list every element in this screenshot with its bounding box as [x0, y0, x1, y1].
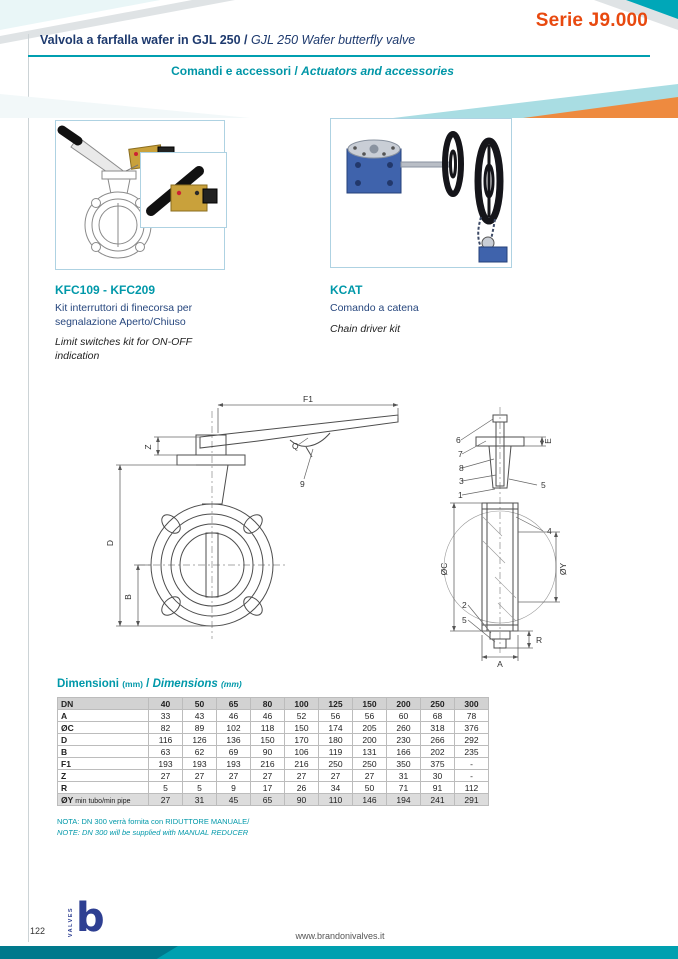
cell: 170 [285, 734, 319, 746]
cell: 71 [387, 782, 421, 794]
row-label: B [58, 746, 149, 758]
product-kfc-code: KFC109 - KFC209 [55, 283, 156, 297]
cell: 146 [353, 794, 387, 806]
table-row-Z [58, 770, 489, 782]
cell: 31 [387, 770, 421, 782]
table-row-A [58, 710, 489, 722]
part-label-q: Q [292, 441, 299, 451]
cell: 34 [319, 782, 353, 794]
part-label-5b: 5 [462, 615, 467, 625]
cell: 26 [285, 782, 319, 794]
cell: 318 [421, 722, 455, 734]
col-header-dn-80: 80 [251, 698, 285, 710]
dim-label-a: A [497, 659, 503, 669]
cell: 193 [149, 758, 183, 770]
col-header-dn-200: 200 [387, 698, 421, 710]
col-header-dn-250: 250 [421, 698, 455, 710]
deco-diagonal-band [0, 84, 678, 118]
section-subtitle [0, 64, 625, 78]
table-note [57, 816, 249, 839]
series-title: Serie J9.000 [535, 10, 648, 31]
cell: 102 [217, 722, 251, 734]
cell: 27 [149, 770, 183, 782]
cell: 33 [149, 710, 183, 722]
subtitle-italian: Comandi e accessori / [171, 64, 298, 78]
dim-label-d: D [105, 539, 115, 547]
dimensions-unit-it: (mm) [122, 679, 143, 689]
cell: 9 [217, 782, 251, 794]
left-margin-rule [28, 34, 29, 942]
cell: 46 [217, 710, 251, 722]
bottom-dark-teal-segment [0, 946, 178, 959]
cell: 235 [455, 746, 489, 758]
part-label-1: 1 [458, 490, 463, 500]
cell: 5 [183, 782, 217, 794]
dimensions-unit-en: (mm) [220, 679, 242, 689]
cell: 375 [421, 758, 455, 770]
table-row-R [58, 782, 489, 794]
cell: 216 [285, 758, 319, 770]
row-label: ØY min tubo/min pipe [58, 794, 149, 806]
cell: 193 [183, 758, 217, 770]
dimensions-title-it: Dimensioni [57, 678, 119, 690]
cell: 65 [251, 794, 285, 806]
cell: 27 [251, 770, 285, 782]
cell: 118 [251, 722, 285, 734]
chain-bracket-icon [479, 237, 507, 262]
table-row-ØC [58, 722, 489, 734]
dim-label-oy: ØY [558, 562, 568, 576]
row-label: A [58, 710, 149, 722]
part-label-6: 6 [456, 435, 461, 445]
cell: 250 [353, 758, 387, 770]
dim-label-f1: F1 [303, 394, 313, 404]
table-row-B [58, 746, 489, 758]
table-note-it: NOTA: DN 300 verrà fornita con RIDUTTORE MANUALE/ [57, 817, 250, 826]
dimensions-title-en: Dimensions [152, 678, 218, 690]
cell: 174 [319, 722, 353, 734]
cell: 194 [387, 794, 421, 806]
logo-valves-text: VALVES [68, 906, 75, 938]
dim-label-e: E [543, 438, 553, 444]
handwheel-icon [445, 134, 500, 221]
col-header-dn-150: 150 [353, 698, 387, 710]
dimensions-table-head-row [58, 698, 489, 710]
cell: 216 [251, 758, 285, 770]
cell: 27 [353, 770, 387, 782]
part-label-9: 9 [300, 479, 305, 489]
cell: 112 [455, 782, 489, 794]
col-header-dn-65: 65 [217, 698, 251, 710]
product-kfc-desc-en: Limit switches kit for ON-OFF indication [55, 336, 192, 362]
kfc-switch-detail-illustration [141, 153, 226, 227]
cell: 45 [217, 794, 251, 806]
page-title [40, 33, 415, 47]
row-label: D [58, 734, 149, 746]
part-label-8: 8 [459, 463, 464, 473]
cell: 150 [285, 722, 319, 734]
logo-b-mark: b [76, 895, 105, 941]
cell: 68 [421, 710, 455, 722]
product-kfc-desc-it: Kit interruttori di finecorsa per segnalazione Aperto/Chiuso [55, 302, 193, 328]
valve-technical-drawing [50, 390, 630, 670]
title-divider [28, 55, 650, 57]
cell: 27 [149, 794, 183, 806]
cell: 82 [149, 722, 183, 734]
cell: 43 [183, 710, 217, 722]
col-header-dn-300: 300 [455, 698, 489, 710]
cell: 91 [421, 782, 455, 794]
product-kcat-caption [330, 283, 510, 336]
cell: 60 [387, 710, 421, 722]
cell: 56 [319, 710, 353, 722]
cell: 27 [285, 770, 319, 782]
page-number: 122 [30, 926, 46, 936]
cell: 46 [251, 710, 285, 722]
cell: - [455, 758, 489, 770]
cell: 90 [251, 746, 285, 758]
cell: 193 [217, 758, 251, 770]
cell: 69 [217, 746, 251, 758]
dim-label-z: Z [143, 444, 153, 450]
cell: 230 [387, 734, 421, 746]
part-label-3: 3 [459, 476, 464, 486]
part-label-2: 2 [462, 600, 467, 610]
cell: 27 [217, 770, 251, 782]
cell: 180 [319, 734, 353, 746]
table-row-F1 [58, 758, 489, 770]
cell: 50 [353, 782, 387, 794]
col-header-dn-50: 50 [183, 698, 217, 710]
page-title-english: GJL 250 Wafer butterfly valve [251, 33, 416, 47]
dimensions-title-sep: / [146, 678, 150, 690]
row-label: Z [58, 770, 149, 782]
cell: 350 [387, 758, 421, 770]
cell: 166 [387, 746, 421, 758]
cell: 106 [285, 746, 319, 758]
dimensions-table-body [58, 710, 489, 806]
cell: 56 [353, 710, 387, 722]
cell: 266 [421, 734, 455, 746]
cell: 260 [387, 722, 421, 734]
dim-label-oc: ØC [439, 562, 449, 576]
cell: 202 [421, 746, 455, 758]
brandoni-logo [64, 895, 118, 947]
cell: 52 [285, 710, 319, 722]
product-image-kfc-detail [140, 152, 227, 228]
cell: 30 [421, 770, 455, 782]
dim-label-b: B [123, 594, 133, 600]
cell: 292 [455, 734, 489, 746]
col-header-dn: DN [58, 698, 149, 710]
table-row-ØY [58, 794, 489, 806]
product-kfc-caption [55, 283, 230, 364]
cell: 116 [149, 734, 183, 746]
cell: 150 [251, 734, 285, 746]
cell: 90 [285, 794, 319, 806]
cell: 110 [319, 794, 353, 806]
product-image-kcat [330, 118, 512, 268]
cell: 89 [183, 722, 217, 734]
cell: 291 [455, 794, 489, 806]
cell: 136 [217, 734, 251, 746]
page-title-italian: Valvola a farfalla wafer in GJL 250 / [40, 33, 248, 47]
cell: 376 [455, 722, 489, 734]
subtitle-english: Actuators and accessories [301, 64, 454, 78]
part-label-7: 7 [458, 449, 463, 459]
col-header-dn-125: 125 [319, 698, 353, 710]
cell: 200 [353, 734, 387, 746]
dimensions-table [57, 697, 489, 806]
col-header-dn-40: 40 [149, 698, 183, 710]
cell: 27 [183, 770, 217, 782]
row-label: ØC [58, 722, 149, 734]
part-label-4: 4 [547, 526, 552, 536]
cell: - [455, 770, 489, 782]
dimensions-title [57, 678, 242, 690]
deco-pale-left-stripe [0, 94, 250, 118]
cell: 250 [319, 758, 353, 770]
cell: 126 [183, 734, 217, 746]
product-kcat-code: KCAT [330, 283, 363, 297]
website-url: www.brandonivalves.it [295, 931, 385, 941]
cell: 241 [421, 794, 455, 806]
cell: 78 [455, 710, 489, 722]
cell: 31 [183, 794, 217, 806]
drawing-front-view [105, 394, 398, 639]
row-label: F1 [58, 758, 149, 770]
kcat-chain-driver-illustration [331, 119, 511, 267]
product-kcat-desc-en: Chain driver kit [330, 322, 401, 335]
col-header-dn-100: 100 [285, 698, 319, 710]
cell: 27 [319, 770, 353, 782]
cell: 5 [149, 782, 183, 794]
drawing-side-view [439, 407, 568, 669]
cell: 119 [319, 746, 353, 758]
cell: 131 [353, 746, 387, 758]
table-note-en: NOTE: DN 300 will be supplied with MANUAL REDUCER [57, 828, 249, 838]
cell: 62 [183, 746, 217, 758]
product-kcat-desc-it: Comando a catena [330, 302, 419, 314]
part-label-5: 5 [541, 480, 546, 490]
dim-label-r: R [536, 635, 543, 645]
table-row-D [58, 734, 489, 746]
cell: 17 [251, 782, 285, 794]
row-label: R [58, 782, 149, 794]
cell: 63 [149, 746, 183, 758]
cell: 205 [353, 722, 387, 734]
